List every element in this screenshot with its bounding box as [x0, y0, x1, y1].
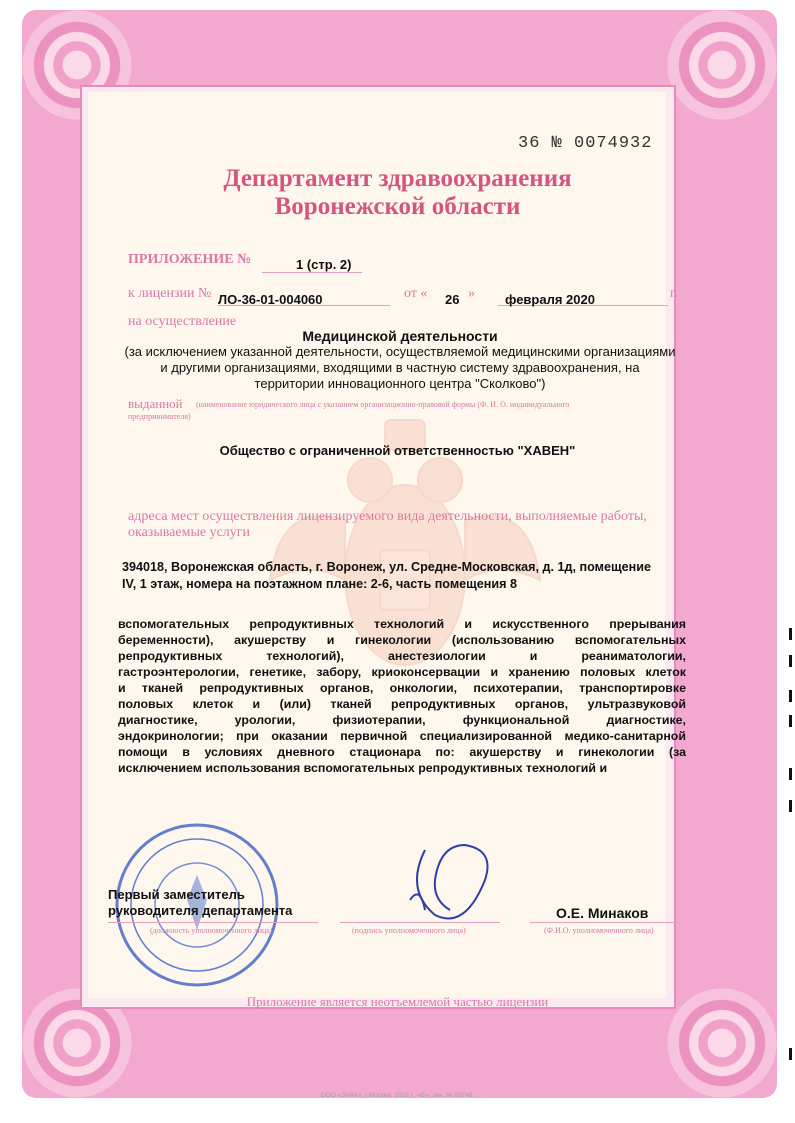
document-title: [0, 165, 795, 221]
license-number: ЛО-36-01-004060: [218, 292, 323, 307]
scan-mark: [789, 690, 792, 702]
address-line: IV, 1 этаж, номера на поэтажном плане: 2-6, часть помещения 8: [122, 577, 517, 591]
address-label: [128, 509, 688, 541]
address-label-line: адреса мест осуществления лицензируемого вида деятельности, выполняемые работы,: [128, 509, 647, 524]
organization-name: Общество с ограниченной ответственностью "ХАВЕН": [219, 443, 576, 458]
role-hint: (должность уполномоченного лица): [150, 926, 273, 935]
scan-mark: [789, 1048, 792, 1060]
from-close: »: [468, 286, 475, 301]
services-line: половых клеток и (или) тканей репродуктивных органов, ультразвуковой: [118, 697, 686, 711]
services-list: [118, 616, 686, 776]
services-line: гастроэнтерологии, генетике, забору, криоконсервации и хранению половых клеток: [118, 665, 686, 679]
for-label: на осуществление: [128, 314, 237, 329]
handwritten-signature-icon: [395, 830, 505, 930]
appendix-number: 1 (стр. 2): [296, 257, 352, 272]
scan-mark: [789, 655, 792, 667]
activity-line: и другими организациями, входящими в частную систему здравоохранения, на: [160, 360, 640, 375]
name-hint: (Ф.И.О. уполномоченного лица): [544, 926, 654, 935]
services-line: репродуктивных технологий), анестезиологии и реаниматологии,: [118, 649, 686, 663]
address-line: 394018, Воронежская область, г. Воронеж, ул. Средне-Московская, д. 1д, помещение: [122, 560, 651, 574]
corner-rosette-icon: [667, 10, 777, 120]
license-label: к лицензии №: [128, 286, 212, 301]
services-line: исключением использования вспомогательных репродуктивных технологий и: [118, 761, 608, 775]
activity-block: [100, 328, 700, 392]
address-block: [122, 559, 692, 593]
printer-note: ООО «ЗНАК», г.Москва, 2018 г., «Б», зак. № 69748.: [320, 1092, 475, 1099]
signer-role-line: руководителя департамента: [108, 903, 293, 918]
signature-hint: (подпись уполномоченного лица): [352, 926, 466, 935]
issued-hint-2: предпринимателя): [128, 412, 191, 421]
field-line: [340, 922, 500, 923]
activity-title: Медицинской деятельности: [302, 328, 498, 344]
activity-line: (за исключением указанной деятельности, осуществляемой медицинскими организациями: [124, 344, 676, 359]
footer-note: Приложение является неотъемлемой частью лицензии: [246, 994, 549, 1009]
address-label-line: оказываемые услуги: [128, 525, 251, 540]
title-line: Воронежской области: [274, 193, 521, 220]
scan-mark: [789, 628, 792, 640]
field-line: [108, 922, 318, 923]
field-line: [530, 922, 680, 923]
signer-name: О.Е. Минаков: [556, 905, 649, 921]
services-line: эндокринологии; при оказании первичной специализированной медико-санитарной: [118, 729, 686, 743]
license-day: 26: [445, 292, 460, 307]
services-line: вспомогательных репродуктивных технологий и искусственного прерывания: [118, 617, 686, 631]
license-month-year: февраля 2020: [505, 292, 595, 307]
scan-mark: [789, 768, 792, 780]
scan-mark: [789, 800, 792, 812]
from-label: от «: [404, 286, 428, 301]
services-line: диагностике, урологии, физиотерапии, функциональной диагностике,: [118, 713, 686, 727]
scan-mark: [789, 715, 792, 727]
issued-label: выданной: [128, 396, 183, 411]
hint-text: (наименование юридического лица с указанием организационно-правовой формы (Ф. И. О. индивидуального: [196, 400, 570, 409]
activity-line: территории инновационного центра "Сколково"): [254, 376, 546, 391]
services-line: помощи в условиях дневного стационара по: акушерству и гинекологии (за: [118, 745, 686, 759]
signer-role: [108, 887, 292, 919]
year-suffix: г.: [670, 286, 678, 301]
field-line: [262, 272, 362, 273]
services-line: и тканей репродуктивных органов, онкологии, психотерапии, транспортировке: [118, 681, 686, 695]
signer-role-line: Первый заместитель: [108, 887, 245, 902]
serial-number: 36 № 0074932: [518, 134, 653, 153]
issued-hint: [196, 400, 676, 409]
title-line: Департамент здравоохранения: [223, 165, 572, 192]
services-line: беременности), акушерству и гинекологии (использованию вспомогательных: [118, 633, 686, 647]
appendix-label: ПРИЛОЖЕНИЕ №: [128, 252, 252, 267]
